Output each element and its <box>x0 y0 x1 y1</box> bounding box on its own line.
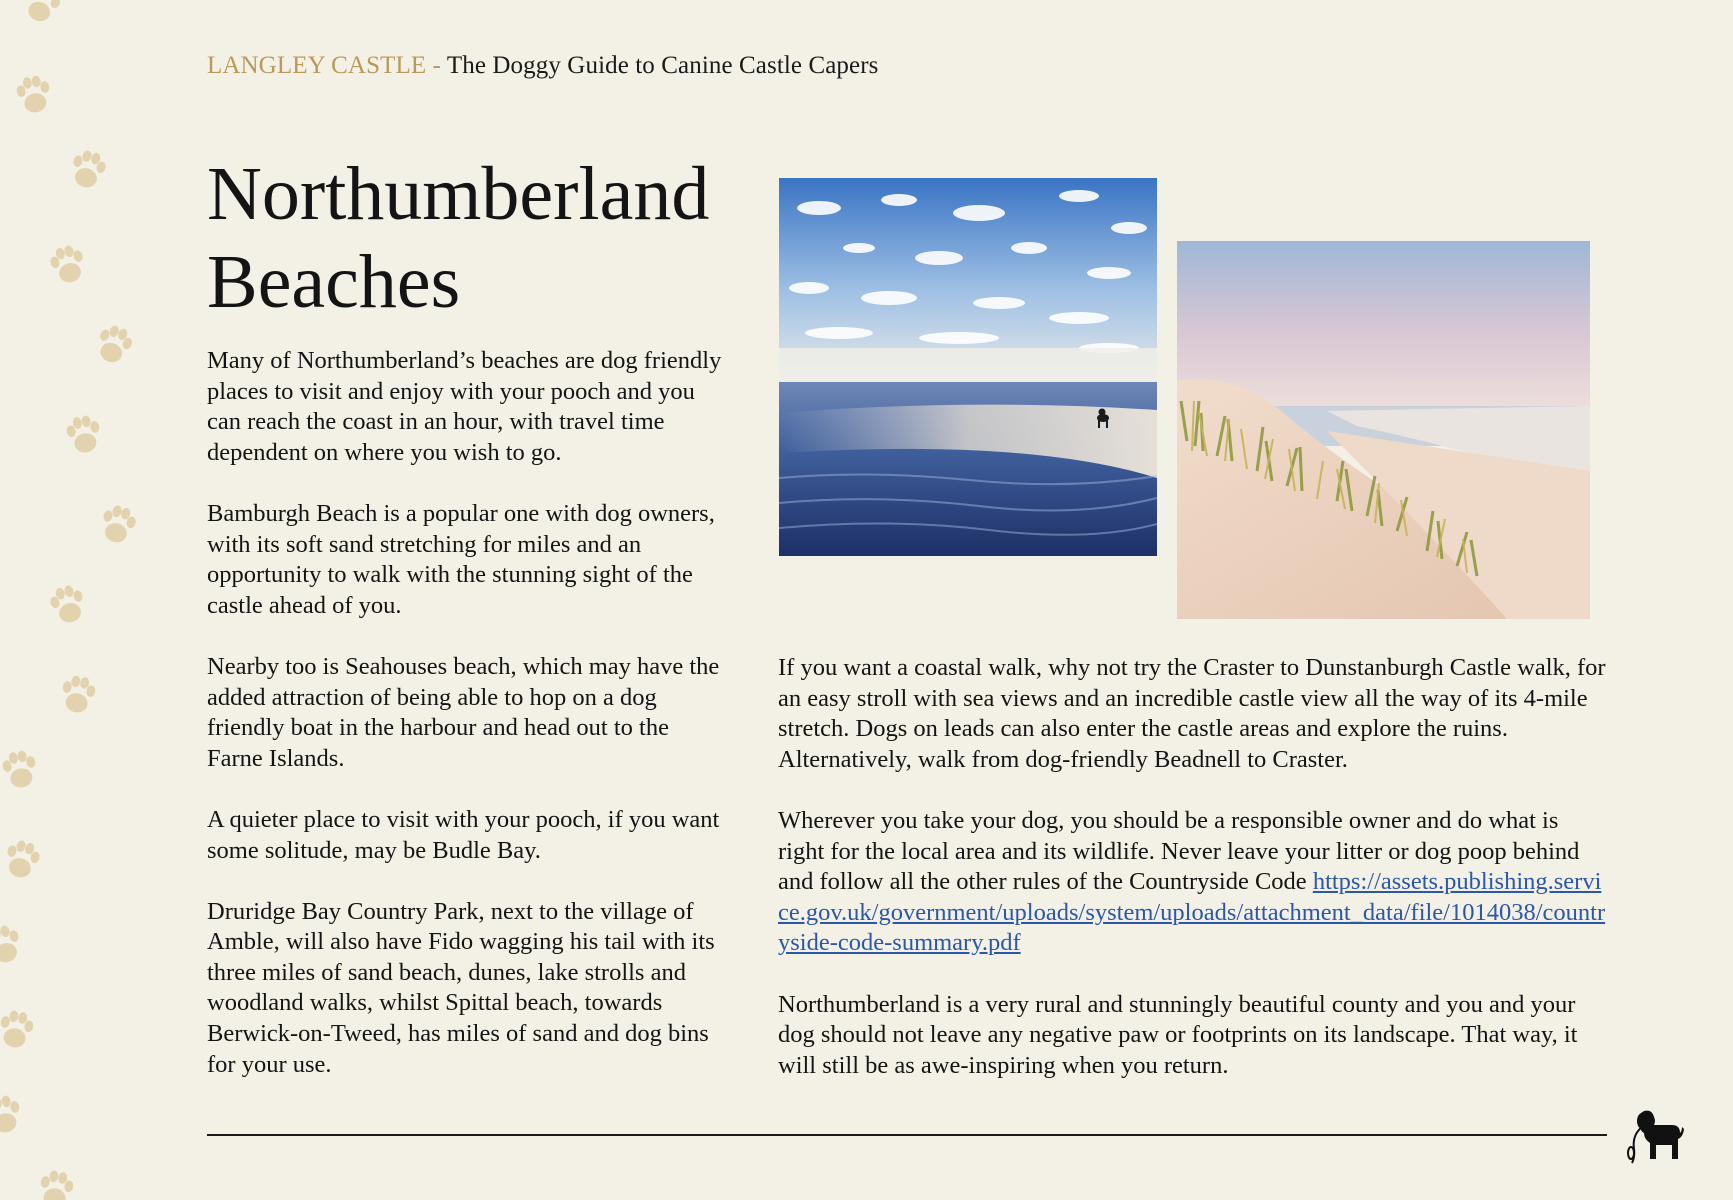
brand-name: LANGLEY CASTLE <box>207 52 427 79</box>
paw-print-icon <box>98 503 139 547</box>
paw-print-icon <box>47 583 88 627</box>
paragraph-budle-bay: A quieter place to visit with your pooch, if you want some solitude, may be Budle Bay. <box>207 805 720 864</box>
footer-rule <box>207 1134 1607 1136</box>
paw-print-icon <box>59 674 98 715</box>
paragraph-intro: Many of Northumberland’s beaches are dog friendly places to visit and enjoy with your pooch and you can reach the coast in an hour, with travel time dependent on where you wish to go. <box>207 347 722 466</box>
header-separator: - <box>426 52 447 79</box>
paw-print-icon <box>0 1009 35 1050</box>
paw-print-icon <box>0 923 24 967</box>
paw-print-icon <box>68 148 109 192</box>
paw-print-icon <box>1 749 40 790</box>
paw-print-icon <box>2 838 43 882</box>
page-title-line-1: Northumberland <box>207 152 710 236</box>
page-title <box>207 150 767 326</box>
paragraph-seahouses: Nearby too is Seahouses beach, which may have the added attraction of being able to hop on a dog friendly boat in the harbour and head out to the Farne Islands. <box>207 652 720 772</box>
paw-print-icon <box>37 1169 76 1200</box>
paw-print-trail <box>0 0 160 1200</box>
beach-reflection-photo <box>779 178 1157 556</box>
running-header <box>207 52 878 80</box>
paragraph-druridge-bay: Druridge Bay Country Park, next to the village of Amble, will also have Fido wagging his tail with its three miles of sand beach, dunes, lake strolls and woodland walks, whilst Spittal beach, towards Berwick-on-Tweed, has miles of sand and dog bins for your use. <box>207 897 715 1078</box>
countryside-code-text: Wherever you take your dog, you should be a responsible owner and do what is right for the local area and its wildlife. Never leave your litter or dog poop behind and follow all the other rules of the Countryside Code <box>778 806 1580 896</box>
paragraph-conclusion: Northumberland is a very rural and stunningly beautiful county and you and your dog should not leave any negative paw or footprints on its landscape. That way, it will still be as awe-inspiring when you return. <box>778 990 1578 1079</box>
left-text-column <box>207 346 727 1111</box>
paw-print-icon <box>93 322 136 367</box>
paw-print-icon <box>47 243 88 287</box>
paragraph-bamburgh: Bamburgh Beach is a popular one with dog owners, with its soft sand stretching for miles and an opportunity to walk with the stunning sight of the castle ahead of you. <box>207 499 715 619</box>
paw-print-icon <box>21 0 64 26</box>
guide-subtitle: The Doggy Guide to Canine Castle Capers <box>446 52 879 79</box>
paw-print-icon <box>0 1094 23 1135</box>
countryside-code-link[interactable]: https://assets.publishing.service.gov.uk/government/uploads/system/uploads/attachment_data/file/1014038/countryside-code-summary.pdf <box>778 868 1606 957</box>
right-text-column <box>778 653 1608 1112</box>
page-title-line-2: Beaches <box>207 240 461 324</box>
paragraph-countryside-code <box>778 806 1608 959</box>
paragraph-craster-walk: If you want a coastal walk, why not try the Craster to Dunstanburgh Castle walk, for an easy stroll with sea views and an incredible castle view all the way of its 4-mile stretch. Dogs on leads can also enter the castle areas and explore the ruins. Alternatively, walk from dog-friendly Beadnell to Craster. <box>778 654 1606 773</box>
paw-print-icon <box>15 74 54 115</box>
sand-dunes-photo <box>1177 241 1590 619</box>
dog-on-lead-icon <box>1622 1105 1684 1165</box>
paw-print-icon <box>65 414 104 455</box>
